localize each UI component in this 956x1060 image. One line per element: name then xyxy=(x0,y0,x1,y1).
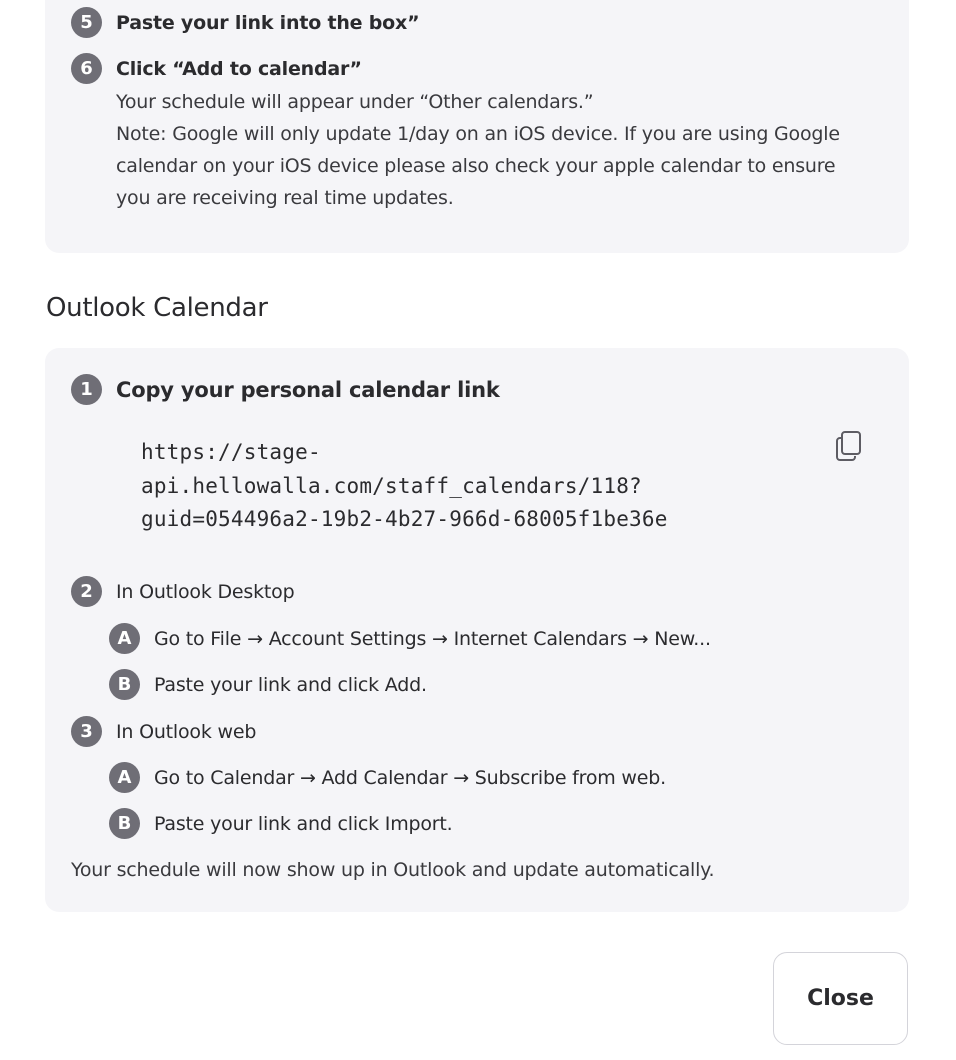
substep-letter-badge: B xyxy=(109,808,140,839)
step-number-badge: 2 xyxy=(71,576,102,607)
step-number-badge: 6 xyxy=(71,53,102,84)
outlook-web-substep-a xyxy=(109,762,666,793)
substep-letter-badge: B xyxy=(109,669,140,700)
outlook-footer-text: Your schedule will now show up in Outlook and update automatically. xyxy=(71,859,715,881)
google-step-6 xyxy=(71,53,362,84)
link-line: https://stage- xyxy=(141,440,321,464)
substep-label: Paste your link and click Add. xyxy=(154,673,427,696)
step-number-badge: 3 xyxy=(71,716,102,747)
outlook-desktop-substep-a xyxy=(109,623,711,654)
note-line: Your schedule will appear under “Other calendars.” xyxy=(116,91,594,113)
substep-label: Go to File → Account Settings → Internet Calendars → New... xyxy=(154,627,711,650)
copy-icon[interactable] xyxy=(834,429,864,463)
step-label: Copy your personal calendar link xyxy=(116,377,500,402)
outlook-web-substep-b xyxy=(109,808,453,839)
substep-letter-badge: A xyxy=(109,623,140,654)
outlook-step-1 xyxy=(71,374,500,405)
link-line: guid=054496a2-19b2-4b27-966d-68005f1be36e xyxy=(141,507,668,531)
note-line: Note: Google will only update 1/day on an iOS device. If you are using Google xyxy=(116,123,840,145)
outlook-step-2 xyxy=(71,576,294,607)
substep-label: Go to Calendar → Add Calendar → Subscribe from web. xyxy=(154,766,666,789)
substep-label: Paste your link and click Import. xyxy=(154,812,453,835)
step-label: Paste your link into the box” xyxy=(116,11,420,34)
google-note xyxy=(116,86,896,214)
outlook-desktop-substep-b xyxy=(109,669,427,700)
calendar-link-text[interactable] xyxy=(141,436,801,537)
step-label: Click “Add to calendar” xyxy=(116,57,362,80)
substep-letter-badge: A xyxy=(109,762,140,793)
close-button[interactable]: Close xyxy=(773,952,908,1045)
outlook-step-3 xyxy=(71,716,256,747)
step-number-badge: 5 xyxy=(71,7,102,38)
link-line: api.hellowalla.com/staff_calendars/118? xyxy=(141,473,642,498)
step-label: In Outlook web xyxy=(116,720,257,743)
step-number-badge: 1 xyxy=(71,374,102,405)
note-line: you are receiving real time updates. xyxy=(116,187,454,209)
google-step-5 xyxy=(71,7,419,38)
step-label: In Outlook Desktop xyxy=(116,580,295,603)
outlook-section-title: Outlook Calendar xyxy=(46,293,268,323)
note-line: calendar on your iOS device please also check your apple calendar to ensure xyxy=(116,155,836,177)
